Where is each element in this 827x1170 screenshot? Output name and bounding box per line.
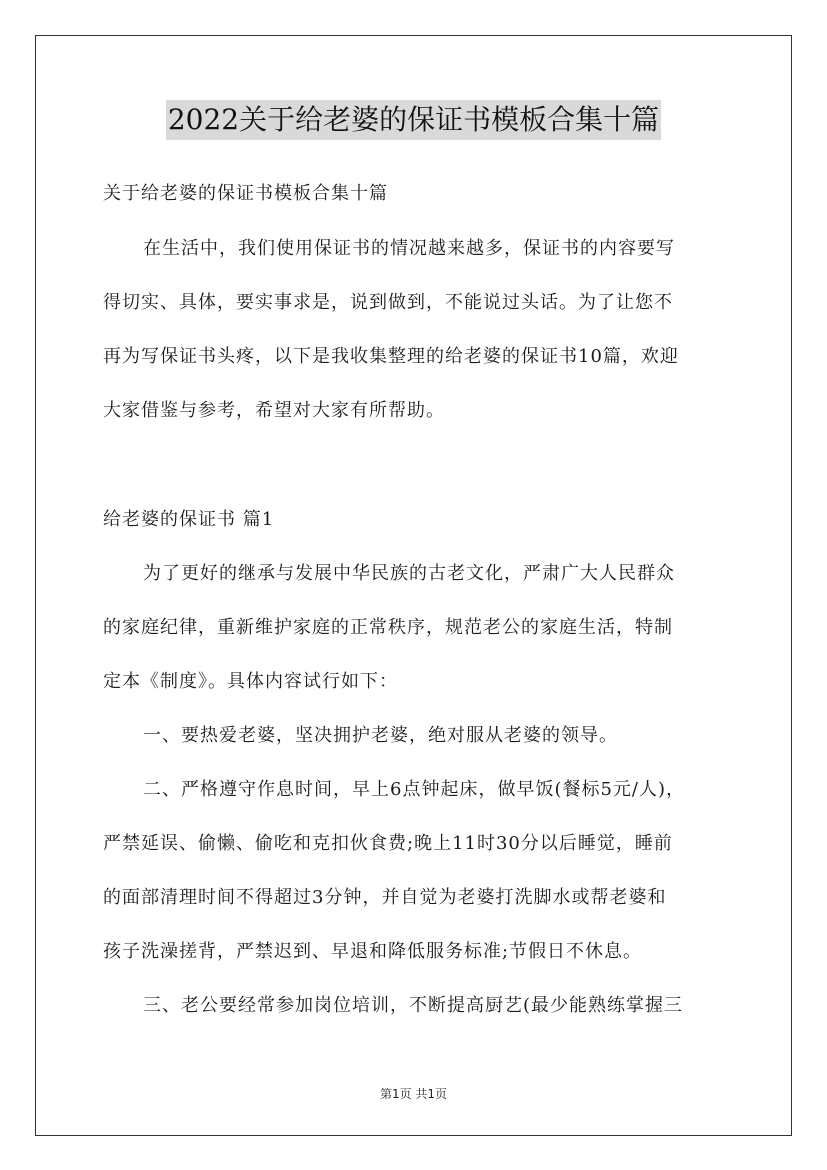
- document-title-wrap: [0, 100, 827, 140]
- section-line: 严禁延误、偷懒、偷吃和克扣伙食费;晚上11时30分以后睡觉，睡前: [103, 833, 673, 854]
- intro-line: 得切实、具体，要实事求是，说到做到，不能说过头话。为了让您不: [103, 292, 673, 313]
- section-line: 为了更好的继承与发展中华民族的古老文化，严肃广大人民群众: [143, 563, 675, 584]
- document-title: 2022关于给老婆的保证书模板合集十篇: [166, 100, 661, 140]
- intro-line: 大家借鉴与参考，希望对大家有所帮助。: [103, 400, 445, 421]
- section-heading: 给老婆的保证书 篇1: [103, 509, 275, 530]
- document-subtitle: 关于给老婆的保证书模板合集十篇: [103, 183, 388, 204]
- section-line: 的家庭纪律，重新维护家庭的正常秩序，规范老公的家庭生活，特制: [103, 617, 673, 638]
- intro-line: 在生活中，我们使用保证书的情况越来越多，保证书的内容要写: [143, 238, 675, 259]
- section-line: 三、老公要经常参加岗位培训，不断提高厨艺(最少能熟练掌握三: [143, 995, 684, 1016]
- section-line: 的面部清理时间不得超过3分钟，并自觉为老婆打洗脚水或帮老婆和: [103, 887, 667, 908]
- intro-line: 再为写保证书头疼，以下是我收集整理的给老婆的保证书10篇，欢迎: [103, 346, 679, 367]
- page-footer: 第1页 共1页: [379, 1087, 448, 1101]
- section-line: 定本《制度》。具体内容试行如下：: [103, 671, 398, 692]
- section-line: 一、要热爱老婆，坚决拥护老婆，绝对服从老婆的领导。: [143, 725, 618, 746]
- section-line: 二、严格遵守作息时间，早上6点钟起床，做早饭(餐标5元/人)，: [143, 779, 686, 800]
- section-line: 孩子洗澡搓背，严禁迟到、早退和降低服务标准;节假日不休息。: [103, 941, 643, 962]
